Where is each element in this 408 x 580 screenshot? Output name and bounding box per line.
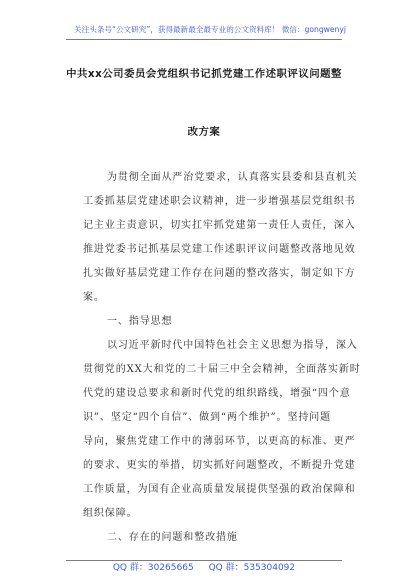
document-title-line-1: 中共xx公司委员会党组织书记抓党建工作述职评议问题整 [66, 68, 342, 80]
footer-divider [66, 560, 342, 561]
body-line-3: 记主业主责意识，切实扛牢抓党建第一责任人责任，深入 [83, 220, 356, 231]
body-line-13: 的要求、更实的举措，切实抓好问题整改，不断提升党建 [83, 460, 356, 471]
document-title-line-2: 改方案 [187, 126, 221, 138]
footer [0, 562, 408, 574]
section-heading-1: 一、指导思想 [107, 316, 173, 327]
body-line-12: 导向，聚焦党建工作中的薄弱环节，以更高的标准、更严 [83, 436, 356, 447]
body-line-9: 贯彻党的XX大和党的二十届三中全会精神，全面落实新时 [83, 364, 361, 375]
footer-qq-group-2: QQ 群：535304092 [208, 563, 296, 573]
body-line-1: 为贯彻全面从严治党要求，认真落实县委和县直机关 [107, 172, 358, 183]
header-notice: 关注头条号“公文研究”，获得最新最全最专业的公文资料库！ 微信：gongwenyj [74, 25, 346, 34]
body-line-4: 推进党委书记抓基层党建工作述职评议问题整改落地见效 [83, 244, 356, 255]
footer-qq-group-1: QQ 群：30265665 [112, 563, 194, 573]
body-line-10: 代党的建设总要求和新时代党的组织路线，增强“四个意 [83, 388, 351, 399]
body-line-6: 案。 [83, 292, 105, 303]
header-divider [66, 39, 342, 40]
body-line-5: 扎实做好基层党建工作存在问题的整改落实，制定如下方 [83, 268, 356, 279]
body-line-11: 识”、坚定“四个自信”、做到“两个维护”。坚持问题 [83, 412, 332, 423]
body-line-14: 工作质量，为国有企业高质量发展提供坚强的政治保障和 [83, 484, 356, 495]
body-line-2: 工委抓基层党建述职会议精神，进一步增强基层党组织书 [83, 196, 356, 207]
body-line-8: 以习近平新时代中国特色社会主义思想为指导，深入 [107, 340, 358, 351]
body-line-15: 组织保障。 [83, 508, 138, 519]
section-heading-2: 二、存在的问题和整改措施 [107, 532, 238, 543]
